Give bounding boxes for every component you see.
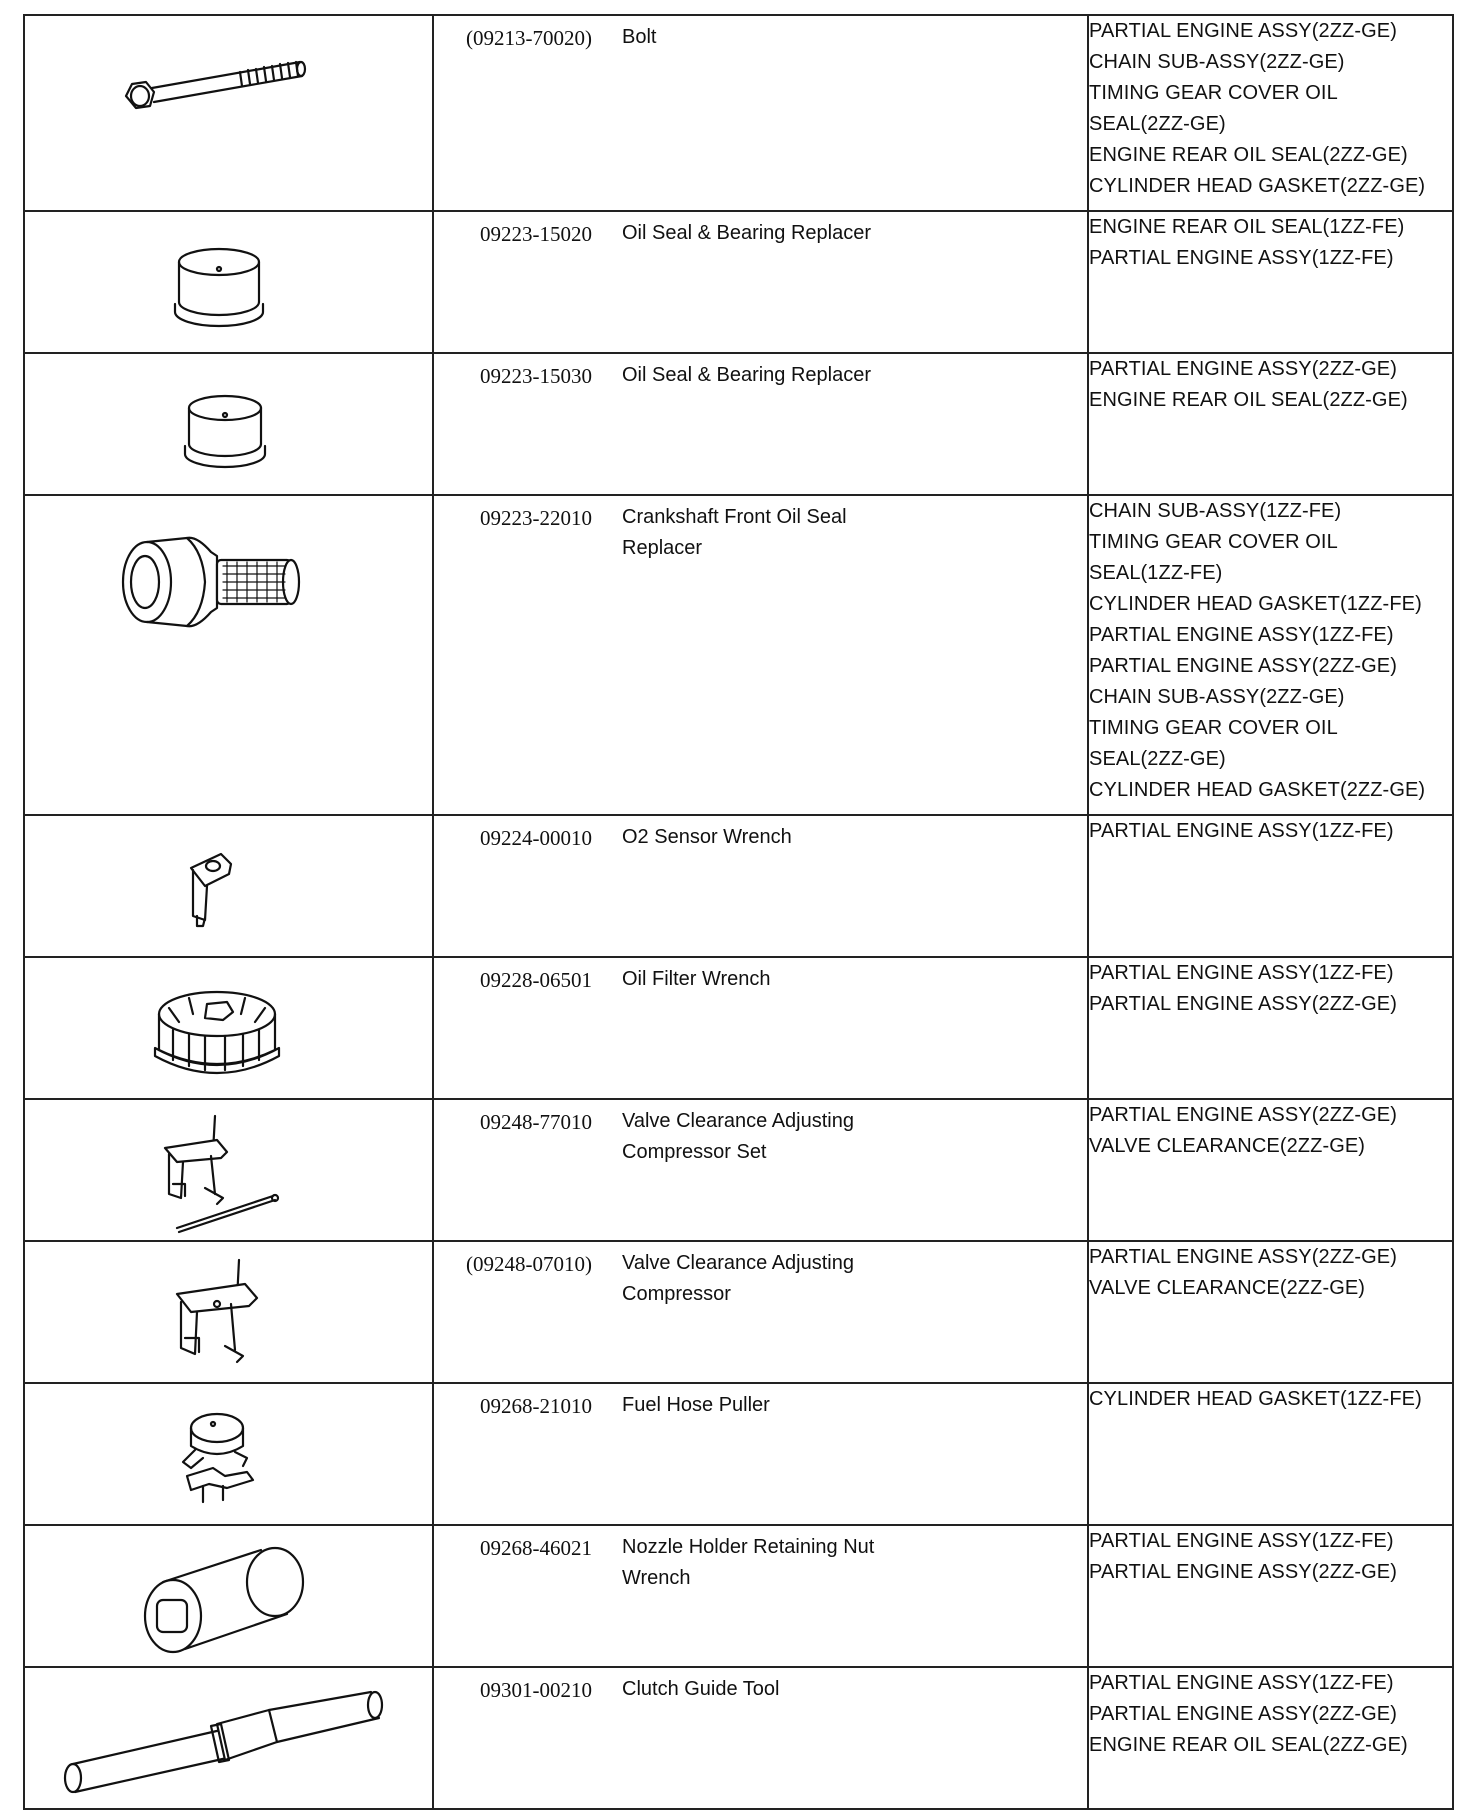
usage-item: PARTIAL ENGINE ASSY(2ZZ-GE) — [1089, 1561, 1397, 1583]
usage-item: PARTIAL ENGINE ASSY(1ZZ-FE) — [1089, 962, 1394, 984]
usage-item: VALVE CLEARANCE(2ZZ-GE) — [1089, 1277, 1366, 1299]
clutch-guide-tool-icon — [61, 1680, 401, 1805]
table-row — [24, 957, 1453, 1099]
tool-name: Bolt — [622, 26, 657, 48]
tool-name: Nozzle Holder Retaining Nut Wrench — [622, 1536, 875, 1589]
usage-item: PARTIAL ENGINE ASSY(2ZZ-GE) — [1089, 993, 1397, 1015]
part-number: 09223-15020 — [480, 222, 592, 246]
usage-item: PARTIAL ENGINE ASSY(1ZZ-FE) — [1089, 1672, 1394, 1694]
usage-item: PARTIAL ENGINE ASSY(1ZZ-FE) — [1089, 820, 1394, 842]
usage-item: PARTIAL ENGINE ASSY(2ZZ-GE) — [1089, 1703, 1397, 1725]
special-service-tools-table — [23, 14, 1452, 1791]
socket-wrench-icon — [123, 1544, 323, 1664]
usage-item: PARTIAL ENGINE ASSY(2ZZ-GE) — [1089, 1104, 1397, 1126]
usage-item: PARTIAL ENGINE ASSY(2ZZ-GE) — [1089, 1246, 1397, 1268]
usage-item: ENGINE REAR OIL SEAL(2ZZ-GE) — [1089, 389, 1408, 411]
usage-list — [1088, 1099, 1453, 1241]
usage-item: CHAIN SUB-ASSY(2ZZ-GE) — [1089, 51, 1345, 73]
usage-item: CHAIN SUB-ASSY(1ZZ-FE) — [1089, 500, 1342, 522]
usage-item: TIMING GEAR COVER OIL — [1089, 531, 1338, 553]
cup-replacer-icon — [171, 242, 271, 332]
tool-name: Oil Seal & Bearing Replacer — [622, 364, 872, 386]
table-row — [24, 353, 1453, 495]
usage-item: CYLINDER HEAD GASKET(2ZZ-GE) — [1089, 175, 1426, 197]
usage-item: PARTIAL ENGINE ASSY(2ZZ-GE) — [1089, 358, 1397, 380]
tool-illustration-cell — [24, 1383, 433, 1525]
part-number: (09213-70020) — [466, 26, 592, 50]
valve-compressor-set-icon — [155, 1112, 315, 1237]
part-number: 09224-00010 — [480, 826, 592, 850]
table-row — [24, 495, 1453, 815]
table-row — [24, 1099, 1453, 1241]
tool-name: Fuel Hose Puller — [622, 1394, 770, 1416]
usage-item: PARTIAL ENGINE ASSY(1ZZ-FE) — [1089, 247, 1394, 269]
table-row — [24, 1241, 1453, 1383]
part-number: 09223-15030 — [480, 364, 592, 388]
usage-item: PARTIAL ENGINE ASSY(1ZZ-FE) — [1089, 1530, 1394, 1552]
table-row — [24, 211, 1453, 353]
table-row — [24, 1667, 1453, 1809]
cup-replacer-icon — [179, 388, 279, 478]
usage-item: SEAL(2ZZ-GE) — [1089, 748, 1226, 770]
usage-item: PARTIAL ENGINE ASSY(1ZZ-FE) — [1089, 624, 1394, 646]
tool-illustration-cell — [24, 957, 433, 1099]
table-row — [24, 815, 1453, 957]
tool-illustration-cell — [24, 1525, 433, 1667]
part-number: 09268-21010 — [480, 1394, 592, 1418]
usage-list — [1088, 1383, 1453, 1525]
tool-info-cell — [433, 815, 1088, 957]
tool-info-cell — [433, 1667, 1088, 1809]
part-number: 09228-06501 — [480, 968, 592, 992]
tool-name: Crankshaft Front Oil Seal Replacer — [622, 506, 847, 559]
usage-item: PARTIAL ENGINE ASSY(2ZZ-GE) — [1089, 20, 1397, 42]
usage-item: CHAIN SUB-ASSY(2ZZ-GE) — [1089, 686, 1345, 708]
oil-filter-wrench-icon — [149, 982, 289, 1082]
usage-item: SEAL(2ZZ-GE) — [1089, 113, 1226, 135]
usage-item: TIMING GEAR COVER OIL — [1089, 82, 1338, 104]
usage-item: ENGINE REAR OIL SEAL(1ZZ-FE) — [1089, 216, 1405, 238]
part-number: 09248-77010 — [480, 1110, 592, 1134]
usage-list — [1088, 1667, 1453, 1809]
tool-illustration-cell — [24, 353, 433, 495]
tools-table — [23, 14, 1454, 1810]
part-number: 09223-22010 — [480, 506, 592, 530]
usage-item: PARTIAL ENGINE ASSY(2ZZ-GE) — [1089, 655, 1397, 677]
usage-item: TIMING GEAR COVER OIL — [1089, 717, 1338, 739]
tool-name: Valve Clearance Adjusting Compressor Set — [622, 1110, 854, 1163]
o2-sensor-wrench-icon — [177, 846, 257, 936]
tool-illustration-cell — [24, 1241, 433, 1383]
usage-list — [1088, 1525, 1453, 1667]
usage-item: CYLINDER HEAD GASKET(1ZZ-FE) — [1089, 1388, 1422, 1410]
part-number: (09248-07010) — [466, 1252, 592, 1276]
tool-info-cell — [433, 1383, 1088, 1525]
usage-list — [1088, 495, 1453, 815]
part-number: 09301-00210 — [480, 1678, 592, 1702]
usage-item: ENGINE REAR OIL SEAL(2ZZ-GE) — [1089, 1734, 1408, 1756]
table-row — [24, 15, 1453, 211]
part-number: 09268-46021 — [480, 1536, 592, 1560]
tool-name: Oil Filter Wrench — [622, 968, 771, 990]
tool-info-cell — [433, 1099, 1088, 1241]
usage-list — [1088, 957, 1453, 1099]
bolt-icon — [120, 46, 340, 126]
usage-item: SEAL(1ZZ-FE) — [1089, 562, 1223, 584]
tool-info-cell — [433, 211, 1088, 353]
usage-item: CYLINDER HEAD GASKET(1ZZ-FE) — [1089, 593, 1422, 615]
tool-info-cell — [433, 1241, 1088, 1383]
usage-list — [1088, 15, 1453, 211]
tool-illustration-cell — [24, 15, 433, 211]
valve-compressor-icon — [165, 1254, 295, 1379]
tool-illustration-cell — [24, 1667, 433, 1809]
tool-name: O2 Sensor Wrench — [622, 826, 792, 848]
tool-info-cell — [433, 957, 1088, 1099]
tool-illustration-cell — [24, 495, 433, 815]
usage-item: CYLINDER HEAD GASKET(2ZZ-GE) — [1089, 779, 1426, 801]
crank-seal-replacer-icon — [113, 522, 333, 632]
usage-list — [1088, 815, 1453, 957]
usage-list — [1088, 211, 1453, 353]
fuel-hose-puller-icon — [173, 1406, 273, 1516]
tool-illustration-cell — [24, 1099, 433, 1241]
tool-name: Valve Clearance Adjusting Compressor — [622, 1252, 854, 1305]
usage-item: ENGINE REAR OIL SEAL(2ZZ-GE) — [1089, 144, 1408, 166]
usage-item: VALVE CLEARANCE(2ZZ-GE) — [1089, 1135, 1366, 1157]
tool-info-cell — [433, 15, 1088, 211]
usage-list — [1088, 353, 1453, 495]
table-row — [24, 1525, 1453, 1667]
table-row — [24, 1383, 1453, 1525]
tool-illustration-cell — [24, 211, 433, 353]
tool-info-cell — [433, 353, 1088, 495]
tool-name: Oil Seal & Bearing Replacer — [622, 222, 872, 244]
tool-illustration-cell — [24, 815, 433, 957]
tool-info-cell — [433, 1525, 1088, 1667]
usage-list — [1088, 1241, 1453, 1383]
tool-info-cell — [433, 495, 1088, 815]
tool-name: Clutch Guide Tool — [622, 1678, 780, 1700]
